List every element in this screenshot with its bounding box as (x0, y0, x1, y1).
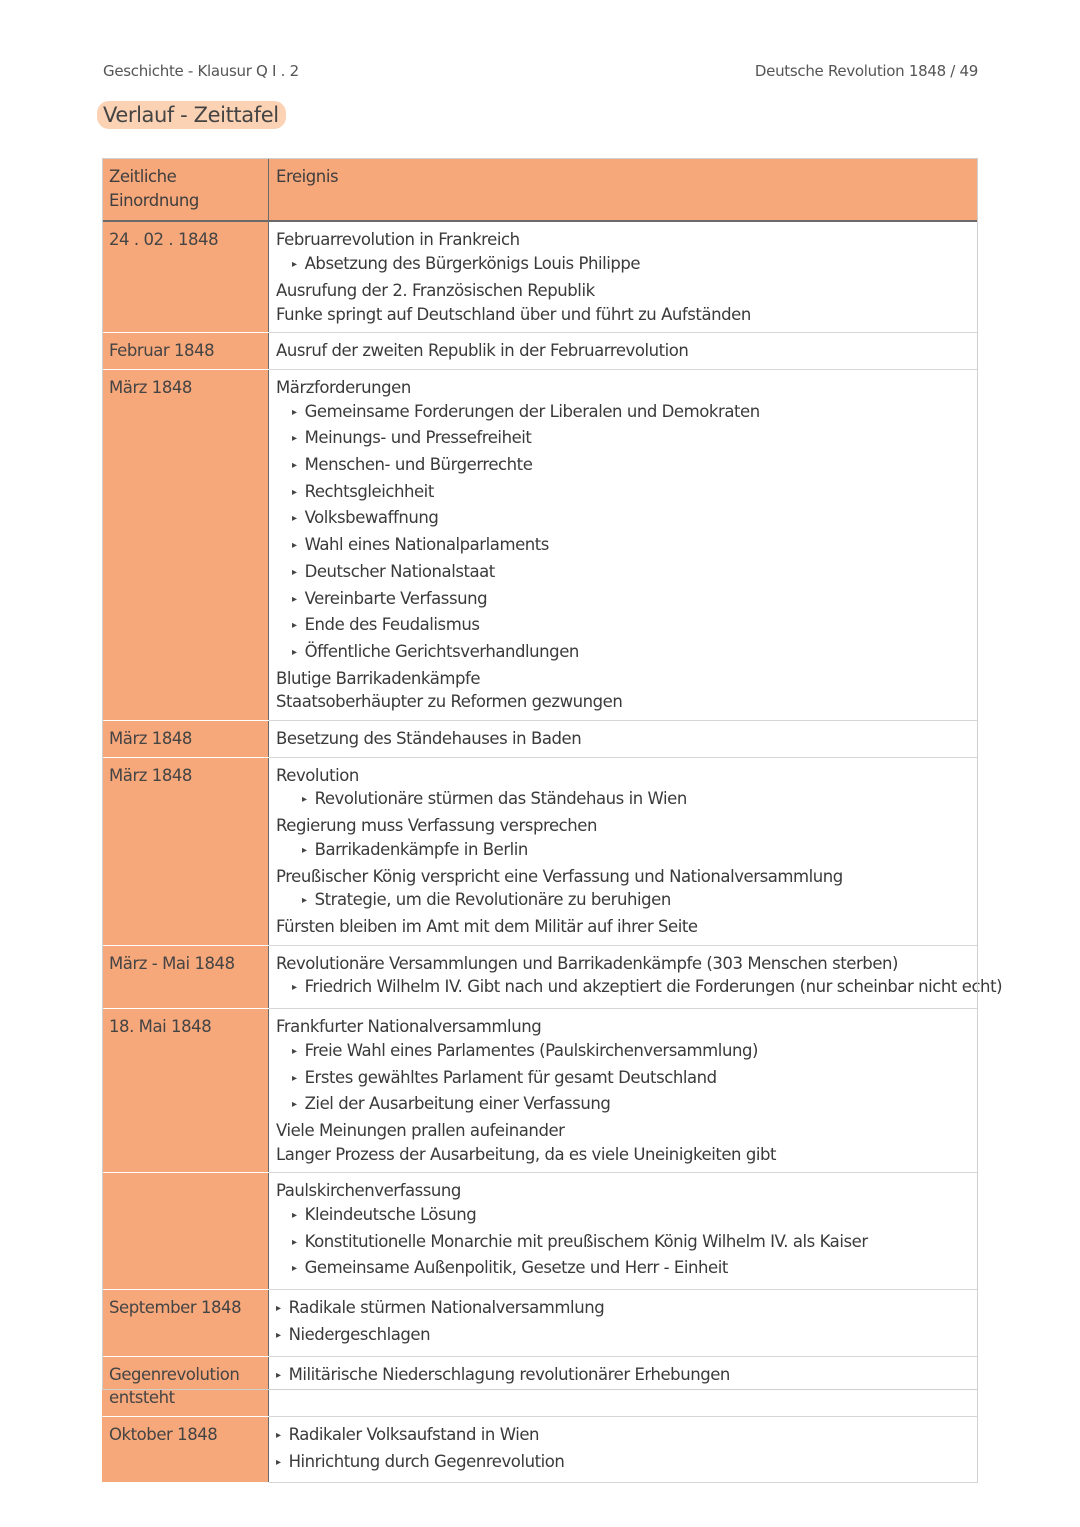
table-header-row (102, 158, 978, 221)
row-event (269, 1009, 978, 1173)
event-line: Ausrufung der 2. Französischen Republik (276, 280, 595, 300)
table-row (102, 945, 978, 1008)
event-bullet-item: ▸ Gemeinsame Forderungen der Liberalen und Demokraten (276, 400, 970, 427)
event-line: Besetzung des Ständehauses in Baden (276, 729, 582, 749)
row-event (269, 1356, 978, 1416)
timeline-table (102, 158, 1003, 1483)
event-line: Staatsoberhäupter zu Reformen gezwungen (276, 692, 623, 712)
event-bullet-item: ▸ Öffentliche Gerichtsverhandlungen (276, 640, 970, 667)
event-line: Märzforderungen (276, 377, 411, 397)
row-event (269, 369, 978, 720)
event-line: Fürsten bleiben im Amt mit dem Militär auf ihrer Seite (276, 916, 698, 936)
event-bullet-item: ▸ Ziel der Ausarbeitung einer Verfassung (276, 1092, 970, 1119)
row-event (269, 945, 1003, 1008)
row-date: September 1848 (102, 1290, 269, 1356)
row-date: Februar 1848 (102, 333, 269, 370)
event-line: Paulskirchenverfassung (276, 1181, 461, 1201)
event-bullet-item: ▸ Friedrich Wilhelm IV. Gibt nach und akzeptiert die Forderungen (nur scheinbar nicht echt) (276, 975, 970, 1002)
row-date: März 1848 (102, 369, 269, 720)
event-bullet-item: ▸ Freie Wahl eines Parlamentes (Paulskirchenversammlung) (276, 1039, 970, 1066)
row-date: Oktober 1848 (102, 1416, 269, 1482)
row-event (269, 1173, 978, 1290)
table-row (102, 333, 978, 370)
event-line: Preußischer König verspricht eine Verfassung und Nationalversammlung (276, 866, 843, 886)
event-bullet-item: ▸ Gemeinsame Außenpolitik, Gesetze und Herr - Einheit (276, 1256, 970, 1283)
row-event (269, 221, 978, 332)
event-line: Ausruf der zweiten Republik in der Februarrevolution (276, 341, 689, 361)
column-header-event: Ereignis (269, 158, 978, 221)
event-line: Revolution (276, 765, 359, 785)
table-body (102, 221, 1003, 1482)
event-bullet-item: ▸ Hinrichtung durch Gegenrevolution (276, 1450, 970, 1477)
table-row (102, 1009, 978, 1173)
row-event (269, 757, 978, 945)
table-row (102, 1173, 978, 1290)
row-event (269, 333, 978, 370)
event-bullet-item: ▸ Vereinbarte Verfassung (276, 587, 970, 614)
event-line: Februarrevolution in Frankreich (276, 230, 520, 250)
row-date: 24 . 02 . 1848 (102, 221, 269, 332)
table-row (102, 721, 978, 758)
row-event (269, 1416, 978, 1482)
row-date (102, 1173, 269, 1290)
table-row (102, 1416, 978, 1482)
page-title: Verlauf - Zeittafel (97, 101, 286, 129)
event-bullet-item: ▸ Deutscher Nationalstaat (276, 560, 970, 587)
header-subject: Geschichte - Klausur Q I . 2 (103, 62, 299, 80)
event-line: Blutige Barrikadenkämpfe (276, 668, 481, 688)
event-bullet-item: ▸ Radikale stürmen Nationalversammlung (276, 1296, 970, 1323)
header-topic: Deutsche Revolution 1848 / 49 (754, 62, 978, 80)
event-line: Frankfurter Nationalversammlung (276, 1017, 542, 1037)
row-date: Gegenrevolution entsteht (102, 1356, 269, 1416)
event-bullet-item: ▸ Ende des Feudalismus (276, 613, 970, 640)
table-row (102, 1356, 978, 1416)
event-bullet-item: ▸ Militärische Niederschlagung revolutionärer Erhebungen (276, 1363, 970, 1390)
event-bullet-item: ▸ Wahl eines Nationalparlaments (276, 533, 970, 560)
row-date: März - Mai 1848 (102, 945, 269, 1008)
event-bullet-item: ▸ Strategie, um die Revolutionäre zu beruhigen (276, 888, 970, 915)
row-event (269, 721, 978, 758)
event-bullet-item: ▸ Menschen- und Bürgerrechte (276, 453, 970, 480)
event-bullet-item: ▸ Volksbewaffnung (276, 506, 970, 533)
column-header-date: Zeitliche Einordnung (102, 158, 269, 221)
event-line: Funke springt auf Deutschland über und führt zu Aufständen (276, 304, 751, 324)
event-bullet-item: ▸ Absetzung des Bürgerkönigs Louis Philippe (276, 252, 970, 279)
event-bullet-item: ▸ Niedergeschlagen (276, 1323, 970, 1350)
row-date: März 1848 (102, 721, 269, 758)
event-bullet-item: ▸ Revolutionäre stürmen das Ständehaus in Wien (276, 787, 970, 814)
table-row (102, 757, 978, 945)
event-line: Revolutionäre Versammlungen und Barrikadenkämpfe (303 Menschen sterben) (276, 953, 899, 973)
event-bullet-item: ▸ Kleindeutsche Lösung (276, 1203, 970, 1230)
event-line: Langer Prozess der Ausarbeitung, da es viele Uneinigkeiten gibt (276, 1144, 777, 1164)
event-bullet-item: ▸ Konstitutionelle Monarchie mit preußischem König Wilhelm IV. als Kaiser (276, 1230, 970, 1257)
row-date: März 1848 (102, 757, 269, 945)
event-bullet-item: ▸ Radikaler Volksaufstand in Wien (276, 1423, 970, 1450)
table-row (102, 1290, 978, 1356)
table-row (102, 369, 978, 720)
table-row (102, 221, 978, 332)
event-line: Regierung muss Verfassung versprechen (276, 816, 597, 836)
event-bullet-item: ▸ Rechtsgleichheit (276, 480, 970, 507)
row-event (269, 1290, 978, 1356)
event-bullet-item: ▸ Erstes gewähltes Parlament für gesamt Deutschland (276, 1066, 970, 1093)
event-bullet-item: ▸ Barrikadenkämpfe in Berlin (276, 838, 970, 865)
event-line: Viele Meinungen prallen aufeinander (276, 1120, 565, 1140)
row-date: 18. Mai 1848 (102, 1009, 269, 1173)
event-bullet-item: ▸ Meinungs- und Pressefreiheit (276, 426, 970, 453)
